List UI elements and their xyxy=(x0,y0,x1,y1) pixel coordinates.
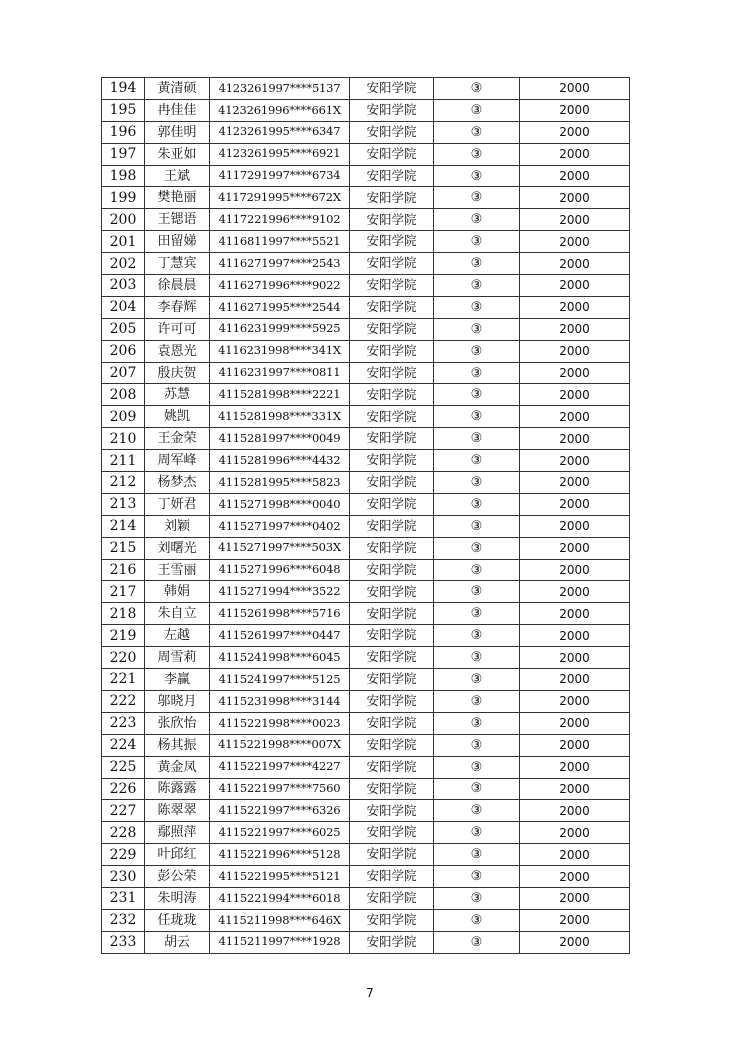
school-name-cell: 安阳学院 xyxy=(350,778,434,800)
row-number-cell: 201 xyxy=(102,231,145,253)
table-row xyxy=(102,143,630,165)
school-name-cell: 安阳学院 xyxy=(350,515,434,537)
student-name-cell: 王锶语 xyxy=(145,209,210,231)
table-row xyxy=(102,296,630,318)
row-number-cell: 200 xyxy=(102,209,145,231)
aid-level-cell: ③ xyxy=(434,428,520,450)
school-name-cell: 安阳学院 xyxy=(350,384,434,406)
row-number-cell: 197 xyxy=(102,143,145,165)
aid-amount-cell: 2000 xyxy=(520,406,630,428)
aid-amount-cell: 2000 xyxy=(520,472,630,494)
table-row xyxy=(102,734,630,756)
student-name-cell: 陈露露 xyxy=(145,778,210,800)
student-name-cell: 李春辉 xyxy=(145,296,210,318)
student-name-cell: 朱自立 xyxy=(145,603,210,625)
table-row xyxy=(102,231,630,253)
aid-amount-cell: 2000 xyxy=(520,822,630,844)
school-name-cell: 安阳学院 xyxy=(350,362,434,384)
id-number-cell: 4115221997****4227 xyxy=(210,756,350,778)
aid-level-cell: ③ xyxy=(434,712,520,734)
id-number-cell: 4115281998****331X xyxy=(210,406,350,428)
aid-level-cell: ③ xyxy=(434,559,520,581)
school-name-cell: 安阳学院 xyxy=(350,734,434,756)
table-row xyxy=(102,165,630,187)
table-row xyxy=(102,887,630,909)
table-row xyxy=(102,822,630,844)
id-number-cell: 4115281996****4432 xyxy=(210,450,350,472)
school-name-cell: 安阳学院 xyxy=(350,493,434,515)
student-name-cell: 袁恩光 xyxy=(145,340,210,362)
table-row xyxy=(102,515,630,537)
school-name-cell: 安阳学院 xyxy=(350,844,434,866)
school-name-cell: 安阳学院 xyxy=(350,231,434,253)
id-number-cell: 4117221996****9102 xyxy=(210,209,350,231)
aid-amount-cell: 2000 xyxy=(520,143,630,165)
school-name-cell: 安阳学院 xyxy=(350,603,434,625)
table-row xyxy=(102,669,630,691)
school-name-cell: 安阳学院 xyxy=(350,340,434,362)
school-name-cell: 安阳学院 xyxy=(350,275,434,297)
school-name-cell: 安阳学院 xyxy=(350,756,434,778)
school-name-cell: 安阳学院 xyxy=(350,909,434,931)
table-row xyxy=(102,690,630,712)
student-name-cell: 王斌 xyxy=(145,165,210,187)
aid-level-cell: ③ xyxy=(434,581,520,603)
id-number-cell: 4115221997****7560 xyxy=(210,778,350,800)
table-row xyxy=(102,712,630,734)
aid-level-cell: ③ xyxy=(434,822,520,844)
student-name-cell: 樊艳丽 xyxy=(145,187,210,209)
school-name-cell: 安阳学院 xyxy=(350,559,434,581)
aid-amount-cell: 2000 xyxy=(520,647,630,669)
id-number-cell: 4123261995****6921 xyxy=(210,143,350,165)
recipient-table-body xyxy=(102,78,630,954)
row-number-cell: 205 xyxy=(102,318,145,340)
table-row xyxy=(102,450,630,472)
id-number-cell: 4117291997****6734 xyxy=(210,165,350,187)
table-row xyxy=(102,800,630,822)
row-number-cell: 225 xyxy=(102,756,145,778)
row-number-cell: 228 xyxy=(102,822,145,844)
aid-level-cell: ③ xyxy=(434,800,520,822)
id-number-cell: 4115281995****5823 xyxy=(210,472,350,494)
aid-amount-cell: 2000 xyxy=(520,931,630,953)
row-number-cell: 204 xyxy=(102,296,145,318)
row-number-cell: 231 xyxy=(102,887,145,909)
row-number-cell: 226 xyxy=(102,778,145,800)
table-row xyxy=(102,362,630,384)
id-number-cell: 4115221997****6025 xyxy=(210,822,350,844)
row-number-cell: 202 xyxy=(102,253,145,275)
row-number-cell: 194 xyxy=(102,78,145,100)
id-number-cell: 4115221994****6018 xyxy=(210,887,350,909)
school-name-cell: 安阳学院 xyxy=(350,472,434,494)
school-name-cell: 安阳学院 xyxy=(350,296,434,318)
id-number-cell: 4115221996****5128 xyxy=(210,844,350,866)
aid-amount-cell: 2000 xyxy=(520,318,630,340)
aid-amount-cell: 2000 xyxy=(520,275,630,297)
student-name-cell: 鄢照萍 xyxy=(145,822,210,844)
school-name-cell: 安阳学院 xyxy=(350,406,434,428)
student-name-cell: 王金荣 xyxy=(145,428,210,450)
school-name-cell: 安阳学院 xyxy=(350,800,434,822)
student-name-cell: 韩娟 xyxy=(145,581,210,603)
aid-level-cell: ③ xyxy=(434,99,520,121)
id-number-cell: 4115241997****5125 xyxy=(210,669,350,691)
id-number-cell: 4123261995****6347 xyxy=(210,121,350,143)
aid-amount-cell: 2000 xyxy=(520,428,630,450)
table-row xyxy=(102,647,630,669)
student-name-cell: 刘颖 xyxy=(145,515,210,537)
row-number-cell: 203 xyxy=(102,275,145,297)
id-number-cell: 4115221998****007X xyxy=(210,734,350,756)
id-number-cell: 4116231997****0811 xyxy=(210,362,350,384)
table-row xyxy=(102,340,630,362)
table-row xyxy=(102,209,630,231)
aid-level-cell: ③ xyxy=(434,472,520,494)
student-name-cell: 周军峰 xyxy=(145,450,210,472)
student-name-cell: 杨梦杰 xyxy=(145,472,210,494)
aid-level-cell: ③ xyxy=(434,537,520,559)
id-number-cell: 4123261997****5137 xyxy=(210,78,350,100)
school-name-cell: 安阳学院 xyxy=(350,669,434,691)
table-row xyxy=(102,603,630,625)
aid-level-cell: ③ xyxy=(434,734,520,756)
id-number-cell: 4116271995****2544 xyxy=(210,296,350,318)
aid-level-cell: ③ xyxy=(434,340,520,362)
aid-amount-cell: 2000 xyxy=(520,734,630,756)
aid-amount-cell: 2000 xyxy=(520,362,630,384)
row-number-cell: 215 xyxy=(102,537,145,559)
aid-level-cell: ③ xyxy=(434,909,520,931)
id-number-cell: 4115221998****0023 xyxy=(210,712,350,734)
recipient-table xyxy=(101,77,630,954)
student-name-cell: 田留娣 xyxy=(145,231,210,253)
aid-level-cell: ③ xyxy=(434,143,520,165)
aid-amount-cell: 2000 xyxy=(520,800,630,822)
id-number-cell: 4115271997****0402 xyxy=(210,515,350,537)
row-number-cell: 230 xyxy=(102,866,145,888)
id-number-cell: 4116231998****341X xyxy=(210,340,350,362)
id-number-cell: 4115271994****3522 xyxy=(210,581,350,603)
id-number-cell: 4115271996****6048 xyxy=(210,559,350,581)
table-row xyxy=(102,121,630,143)
aid-amount-cell: 2000 xyxy=(520,690,630,712)
student-name-cell: 刘曙光 xyxy=(145,537,210,559)
row-number-cell: 214 xyxy=(102,515,145,537)
table-row xyxy=(102,778,630,800)
aid-level-cell: ③ xyxy=(434,647,520,669)
aid-amount-cell: 2000 xyxy=(520,756,630,778)
aid-level-cell: ③ xyxy=(434,406,520,428)
aid-amount-cell: 2000 xyxy=(520,515,630,537)
id-number-cell: 4115271997****503X xyxy=(210,537,350,559)
school-name-cell: 安阳学院 xyxy=(350,209,434,231)
aid-amount-cell: 2000 xyxy=(520,340,630,362)
id-number-cell: 4115221997****6326 xyxy=(210,800,350,822)
school-name-cell: 安阳学院 xyxy=(350,931,434,953)
table-row xyxy=(102,931,630,953)
student-name-cell: 丁妍君 xyxy=(145,493,210,515)
row-number-cell: 219 xyxy=(102,625,145,647)
id-number-cell: 4115231998****3144 xyxy=(210,690,350,712)
row-number-cell: 227 xyxy=(102,800,145,822)
table-row xyxy=(102,866,630,888)
aid-amount-cell: 2000 xyxy=(520,187,630,209)
aid-level-cell: ③ xyxy=(434,778,520,800)
aid-level-cell: ③ xyxy=(434,450,520,472)
school-name-cell: 安阳学院 xyxy=(350,690,434,712)
aid-amount-cell: 2000 xyxy=(520,253,630,275)
aid-amount-cell: 2000 xyxy=(520,844,630,866)
id-number-cell: 4115221995****5121 xyxy=(210,866,350,888)
aid-amount-cell: 2000 xyxy=(520,99,630,121)
row-number-cell: 222 xyxy=(102,690,145,712)
row-number-cell: 213 xyxy=(102,493,145,515)
student-name-cell: 张欣怡 xyxy=(145,712,210,734)
id-number-cell: 4116271997****2543 xyxy=(210,253,350,275)
aid-level-cell: ③ xyxy=(434,669,520,691)
school-name-cell: 安阳学院 xyxy=(350,187,434,209)
aid-level-cell: ③ xyxy=(434,384,520,406)
aid-amount-cell: 2000 xyxy=(520,450,630,472)
row-number-cell: 209 xyxy=(102,406,145,428)
aid-amount-cell: 2000 xyxy=(520,384,630,406)
row-number-cell: 217 xyxy=(102,581,145,603)
row-number-cell: 216 xyxy=(102,559,145,581)
row-number-cell: 199 xyxy=(102,187,145,209)
aid-level-cell: ③ xyxy=(434,625,520,647)
table-row xyxy=(102,78,630,100)
student-name-cell: 朱明涛 xyxy=(145,887,210,909)
id-number-cell: 4115261998****5716 xyxy=(210,603,350,625)
aid-amount-cell: 2000 xyxy=(520,296,630,318)
table-row xyxy=(102,756,630,778)
student-name-cell: 许可可 xyxy=(145,318,210,340)
table-row xyxy=(102,253,630,275)
aid-level-cell: ③ xyxy=(434,121,520,143)
student-name-cell: 黄金凤 xyxy=(145,756,210,778)
aid-amount-cell: 2000 xyxy=(520,559,630,581)
row-number-cell: 212 xyxy=(102,472,145,494)
aid-level-cell: ③ xyxy=(434,493,520,515)
table-row xyxy=(102,493,630,515)
school-name-cell: 安阳学院 xyxy=(350,712,434,734)
aid-level-cell: ③ xyxy=(434,690,520,712)
row-number-cell: 207 xyxy=(102,362,145,384)
aid-level-cell: ③ xyxy=(434,362,520,384)
row-number-cell: 232 xyxy=(102,909,145,931)
student-name-cell: 姚凯 xyxy=(145,406,210,428)
school-name-cell: 安阳学院 xyxy=(350,822,434,844)
school-name-cell: 安阳学院 xyxy=(350,887,434,909)
table-row xyxy=(102,318,630,340)
aid-level-cell: ③ xyxy=(434,887,520,909)
aid-level-cell: ③ xyxy=(434,209,520,231)
student-name-cell: 叶邱红 xyxy=(145,844,210,866)
school-name-cell: 安阳学院 xyxy=(350,537,434,559)
school-name-cell: 安阳学院 xyxy=(350,78,434,100)
row-number-cell: 220 xyxy=(102,647,145,669)
row-number-cell: 196 xyxy=(102,121,145,143)
aid-amount-cell: 2000 xyxy=(520,669,630,691)
id-number-cell: 4115241998****6045 xyxy=(210,647,350,669)
row-number-cell: 195 xyxy=(102,99,145,121)
aid-amount-cell: 2000 xyxy=(520,603,630,625)
id-number-cell: 4115271998****0040 xyxy=(210,493,350,515)
id-number-cell: 4123261996****661X xyxy=(210,99,350,121)
student-name-cell: 殷庆贺 xyxy=(145,362,210,384)
id-number-cell: 4115281997****0049 xyxy=(210,428,350,450)
student-name-cell: 丁慧宾 xyxy=(145,253,210,275)
row-number-cell: 218 xyxy=(102,603,145,625)
school-name-cell: 安阳学院 xyxy=(350,450,434,472)
student-name-cell: 杨其振 xyxy=(145,734,210,756)
table-row xyxy=(102,625,630,647)
aid-amount-cell: 2000 xyxy=(520,209,630,231)
student-name-cell: 黄清硕 xyxy=(145,78,210,100)
aid-amount-cell: 2000 xyxy=(520,625,630,647)
student-name-cell: 左越 xyxy=(145,625,210,647)
aid-level-cell: ③ xyxy=(434,515,520,537)
aid-amount-cell: 2000 xyxy=(520,231,630,253)
aid-amount-cell: 2000 xyxy=(520,778,630,800)
row-number-cell: 198 xyxy=(102,165,145,187)
aid-level-cell: ③ xyxy=(434,866,520,888)
student-name-cell: 任珑珑 xyxy=(145,909,210,931)
id-number-cell: 4115211997****1928 xyxy=(210,931,350,953)
school-name-cell: 安阳学院 xyxy=(350,143,434,165)
aid-level-cell: ③ xyxy=(434,275,520,297)
id-number-cell: 4115261997****0447 xyxy=(210,625,350,647)
aid-level-cell: ③ xyxy=(434,603,520,625)
aid-amount-cell: 2000 xyxy=(520,78,630,100)
id-number-cell: 4115211998****646X xyxy=(210,909,350,931)
row-number-cell: 210 xyxy=(102,428,145,450)
table-row xyxy=(102,187,630,209)
aid-level-cell: ③ xyxy=(434,231,520,253)
row-number-cell: 206 xyxy=(102,340,145,362)
table-row xyxy=(102,428,630,450)
aid-level-cell: ③ xyxy=(434,318,520,340)
student-name-cell: 苏慧 xyxy=(145,384,210,406)
row-number-cell: 229 xyxy=(102,844,145,866)
id-number-cell: 4116231999****5925 xyxy=(210,318,350,340)
table-row xyxy=(102,406,630,428)
school-name-cell: 安阳学院 xyxy=(350,165,434,187)
school-name-cell: 安阳学院 xyxy=(350,253,434,275)
id-number-cell: 4116271996****9022 xyxy=(210,275,350,297)
row-number-cell: 224 xyxy=(102,734,145,756)
student-name-cell: 王雪丽 xyxy=(145,559,210,581)
table-row xyxy=(102,99,630,121)
student-name-cell: 彭公荣 xyxy=(145,866,210,888)
student-name-cell: 冉佳佳 xyxy=(145,99,210,121)
aid-amount-cell: 2000 xyxy=(520,712,630,734)
student-name-cell: 周雪莉 xyxy=(145,647,210,669)
school-name-cell: 安阳学院 xyxy=(350,866,434,888)
table-row xyxy=(102,384,630,406)
student-name-cell: 朱亚如 xyxy=(145,143,210,165)
table-row xyxy=(102,559,630,581)
page-number: 7 xyxy=(366,986,374,1000)
school-name-cell: 安阳学院 xyxy=(350,99,434,121)
table-row xyxy=(102,537,630,559)
table-row xyxy=(102,275,630,297)
school-name-cell: 安阳学院 xyxy=(350,318,434,340)
aid-amount-cell: 2000 xyxy=(520,581,630,603)
row-number-cell: 223 xyxy=(102,712,145,734)
aid-level-cell: ③ xyxy=(434,187,520,209)
row-number-cell: 211 xyxy=(102,450,145,472)
id-number-cell: 4116811997****5521 xyxy=(210,231,350,253)
student-name-cell: 郭佳明 xyxy=(145,121,210,143)
table-row xyxy=(102,909,630,931)
student-name-cell: 胡云 xyxy=(145,931,210,953)
aid-amount-cell: 2000 xyxy=(520,165,630,187)
aid-level-cell: ③ xyxy=(434,756,520,778)
id-number-cell: 4115281998****2221 xyxy=(210,384,350,406)
row-number-cell: 208 xyxy=(102,384,145,406)
table-row xyxy=(102,581,630,603)
school-name-cell: 安阳学院 xyxy=(350,625,434,647)
table-row xyxy=(102,472,630,494)
aid-level-cell: ③ xyxy=(434,165,520,187)
aid-level-cell: ③ xyxy=(434,931,520,953)
school-name-cell: 安阳学院 xyxy=(350,121,434,143)
row-number-cell: 221 xyxy=(102,669,145,691)
aid-amount-cell: 2000 xyxy=(520,866,630,888)
student-name-cell: 邬晓月 xyxy=(145,690,210,712)
aid-amount-cell: 2000 xyxy=(520,909,630,931)
table-row xyxy=(102,844,630,866)
aid-level-cell: ③ xyxy=(434,253,520,275)
id-number-cell: 4117291995****672X xyxy=(210,187,350,209)
student-name-cell: 李赢 xyxy=(145,669,210,691)
student-name-cell: 徐晨晨 xyxy=(145,275,210,297)
aid-amount-cell: 2000 xyxy=(520,493,630,515)
aid-level-cell: ③ xyxy=(434,78,520,100)
school-name-cell: 安阳学院 xyxy=(350,581,434,603)
aid-level-cell: ③ xyxy=(434,844,520,866)
aid-amount-cell: 2000 xyxy=(520,887,630,909)
school-name-cell: 安阳学院 xyxy=(350,428,434,450)
school-name-cell: 安阳学院 xyxy=(350,647,434,669)
aid-amount-cell: 2000 xyxy=(520,121,630,143)
aid-level-cell: ③ xyxy=(434,296,520,318)
aid-amount-cell: 2000 xyxy=(520,537,630,559)
row-number-cell: 233 xyxy=(102,931,145,953)
student-name-cell: 陈翠翠 xyxy=(145,800,210,822)
